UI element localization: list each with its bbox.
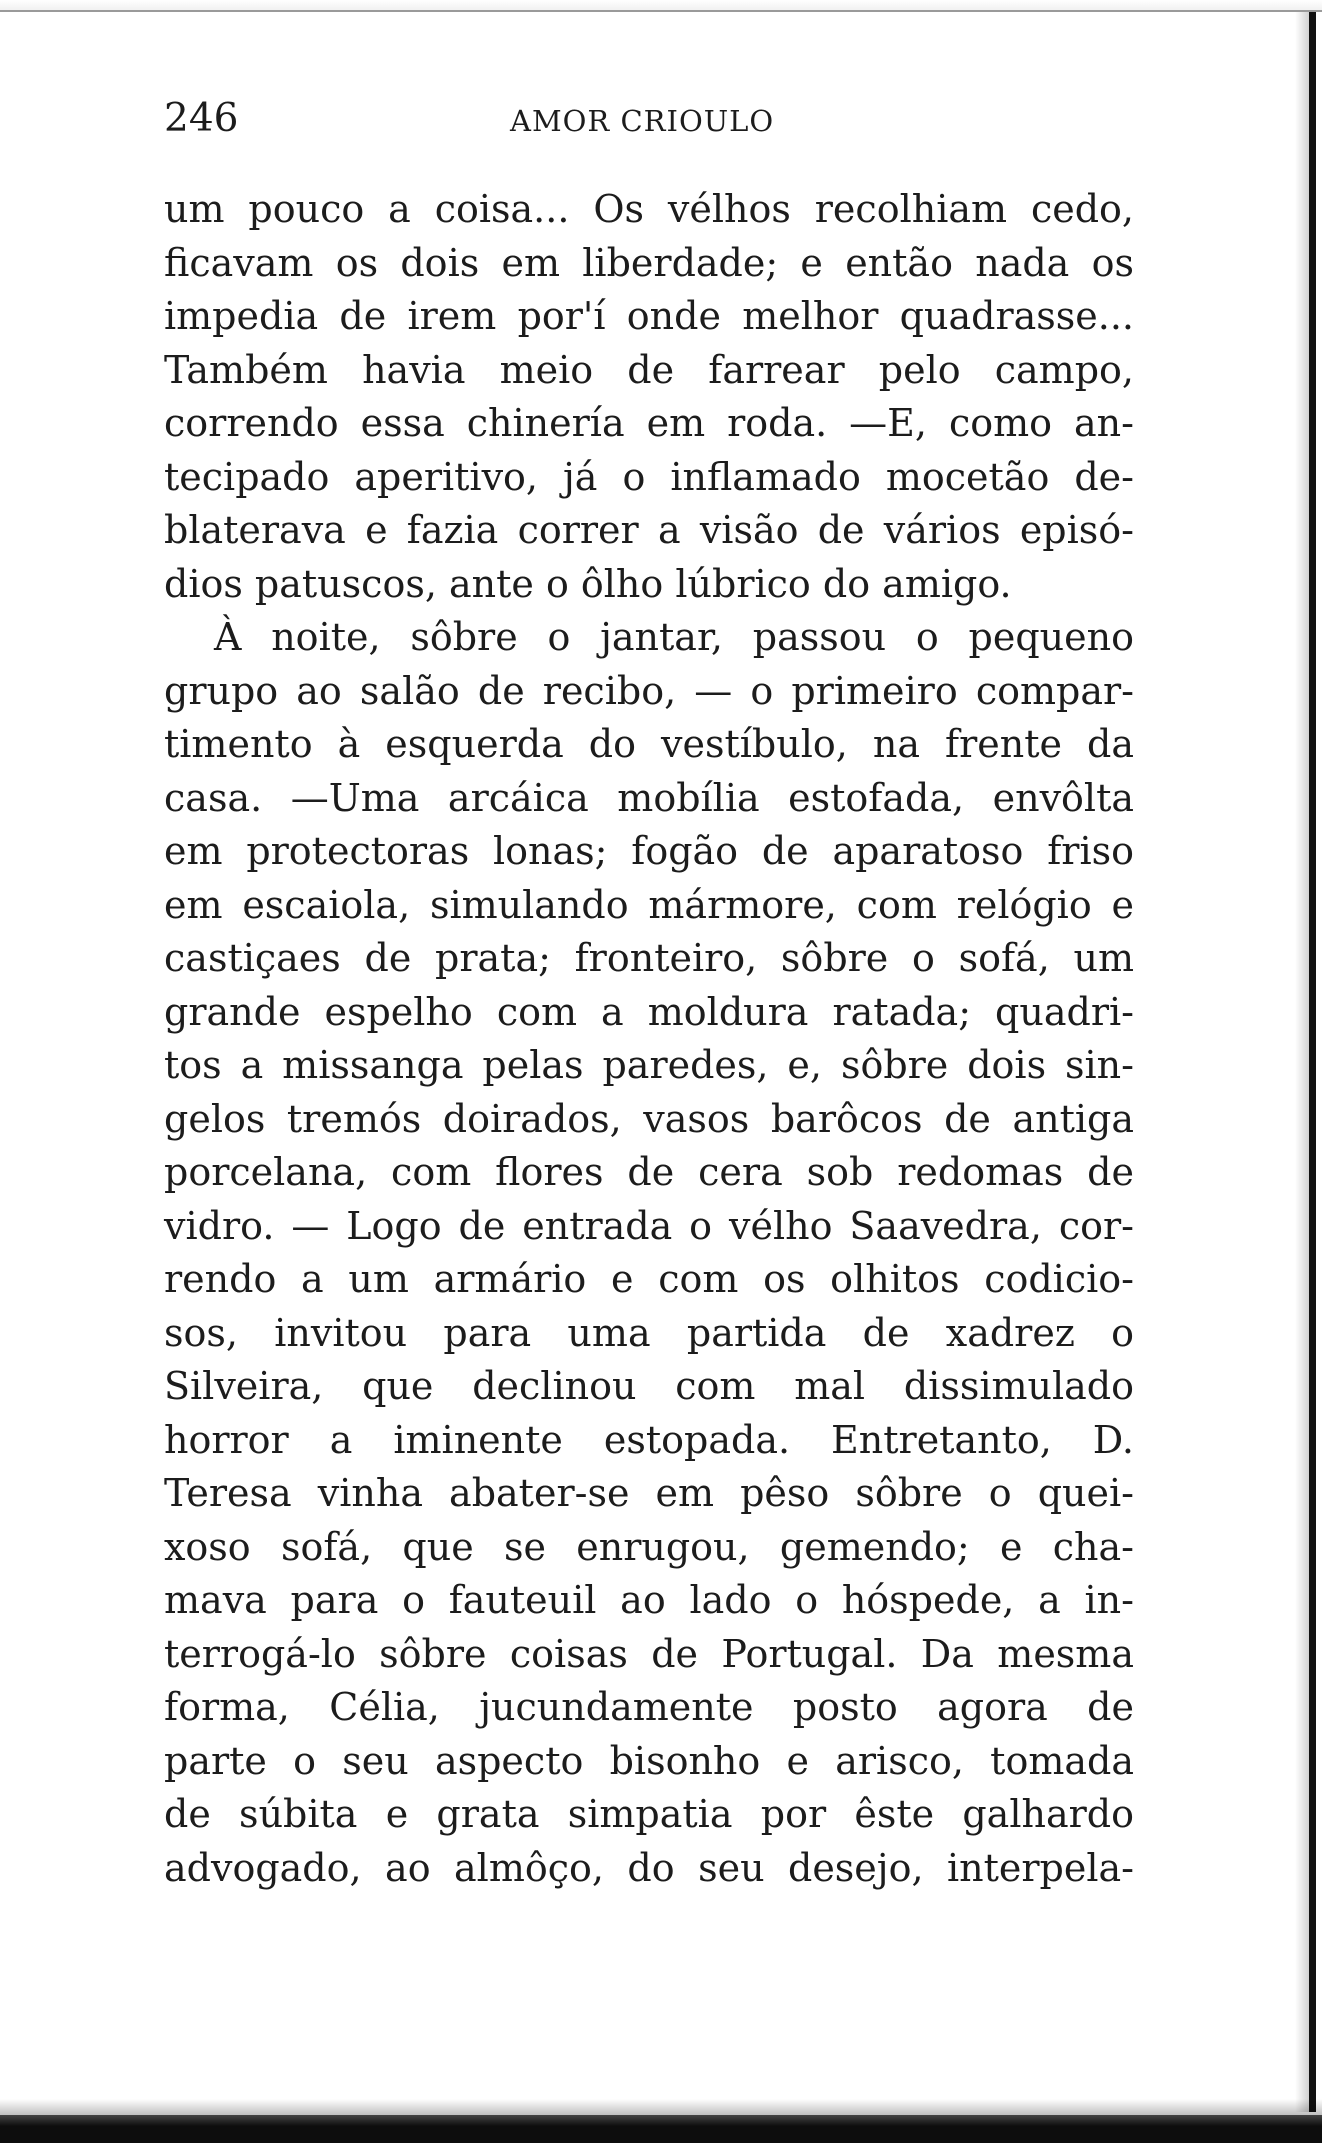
scan-bottom-edge <box>0 2115 1322 2143</box>
text-line: dios patuscos, ante o ôlho lúbrico do amigo. <box>164 561 1012 606</box>
text-line: horror a iminente estopada. Entretanto, D. <box>164 1417 1134 1462</box>
text-line: advogado, ao almôço, do seu desejo, interpela- <box>164 1845 1134 1890</box>
running-head: AMOR CRIOULO <box>510 104 775 138</box>
text-line: casa. —Uma arcáica mobília estofada, envôlta <box>164 775 1134 820</box>
text-line: Teresa vinha abater-se em pêso sôbre o quei- <box>164 1471 1134 1515</box>
text-line: vidro. — Logo de entrada o vélho Saavedra, cor- <box>164 1203 1134 1248</box>
text-line: Também havia meio de farrear pelo campo, <box>164 347 1134 392</box>
text-line: rendo a um armário e com os olhitos codicio- <box>164 1257 1134 1301</box>
text-line: gelos tremós doirados, vasos barôcos de antiga <box>164 1096 1134 1141</box>
scan-right-shadow <box>1295 12 1309 2112</box>
text-line: parte o seu aspecto bisonho e arisco, tomada <box>164 1738 1134 1783</box>
text-line: um pouco a coisa... Os vélhos recolhiam cedo, <box>164 187 1134 231</box>
text-line: em protectoras lonas; fogão de aparatoso friso <box>164 829 1134 873</box>
text-line: de súbita e grata simpatia por êste galhardo <box>164 1792 1134 1836</box>
page-header <box>164 96 1134 156</box>
text-line: mava para o fauteuil ao lado o hóspede, a in- <box>164 1578 1134 1622</box>
text-line: forma, Célia, jucundamente posto agora de <box>164 1685 1134 1729</box>
text-line: blaterava e fazia correr a visão de vários episó- <box>164 508 1134 552</box>
text-line: em escaiola, simulando mármore, com relógio e <box>164 882 1134 927</box>
text-line: castiçaes de prata; fronteiro, sôbre o sofá, um <box>164 936 1134 980</box>
scan-right-edge <box>1309 12 1316 2112</box>
text-line: tos a missanga pelas paredes, e, sôbre dois sin- <box>164 1043 1134 1087</box>
scan-bottom-shadow <box>0 2099 1322 2115</box>
page-number: 246 <box>164 96 239 141</box>
text-line: tecipado aperitivo, já o inflamado mocetão de- <box>164 454 1134 499</box>
text-line: grande espelho com a moldura ratada; quadri- <box>164 989 1134 1034</box>
text-line: sos, invitou para uma partida de xadrez o <box>164 1310 1134 1355</box>
text-line: ficavam os dois em liberdade; e então nada os <box>164 240 1134 285</box>
text-line: timento à esquerda do vestíbulo, na frente da <box>164 722 1134 766</box>
text-line: correndo essa chinería em roda. —E, como an- <box>164 401 1134 445</box>
text-line: terrogá-lo sôbre coisas de Portugal. Da mesma <box>164 1631 1134 1676</box>
text-line: Silveira, que declinou com mal dissimulado <box>164 1364 1134 1408</box>
body-text <box>164 183 1134 1895</box>
scan-top-edge <box>0 0 1322 12</box>
text-line: impedia de irem por'í onde melhor quadrasse... <box>164 294 1134 338</box>
text-line: À noite, sôbre o jantar, passou o pequeno <box>214 615 1134 659</box>
text-line: xoso sofá, que se enrugou, gemendo; e cha- <box>164 1524 1134 1569</box>
text-line: porcelana, com flores de cera sob redomas de <box>164 1150 1134 1194</box>
text-line: grupo ao salão de recibo, — o primeiro compar- <box>164 668 1134 713</box>
